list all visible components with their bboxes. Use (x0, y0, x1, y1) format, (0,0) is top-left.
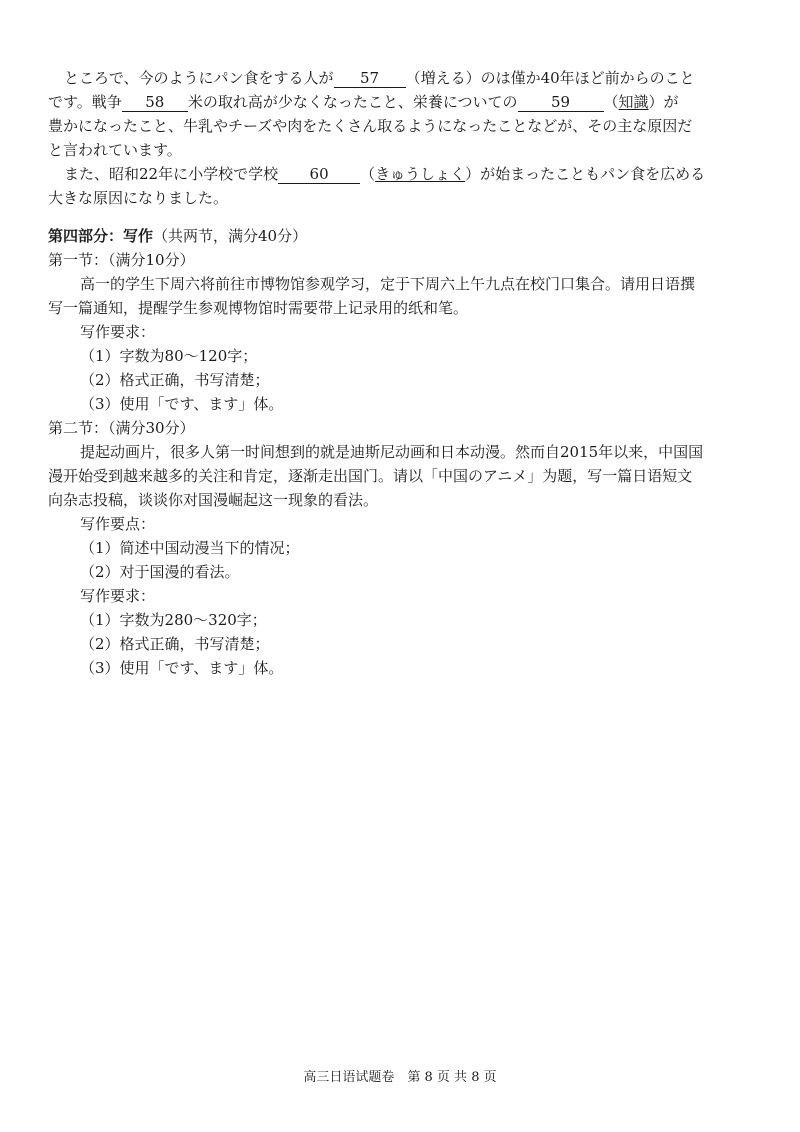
blank-60: 60 (278, 165, 360, 184)
passage-line-3: 豊かになったこと、牛乳やチーズや肉をたくさん取るようになったことなどが、その主な原因だ (48, 117, 693, 135)
underlined-word: 知識 (618, 93, 649, 111)
blank-57: 57 (334, 69, 406, 88)
section1-req-title: 写作要求： (80, 323, 156, 341)
section2-req-2: （2）格式正确，书写清楚； (80, 635, 270, 653)
passage-line-6: 大きな原因になりました。 (48, 189, 229, 207)
passage-text: （増える）のは僅か40年ほど前からのこと (405, 69, 695, 87)
page-footer: 高三日语试题卷 第 8 页 共 8 页 (303, 1070, 497, 1085)
paren-close: ）が (648, 93, 679, 111)
section2-body-line-2: 漫开始受到越来越多的关注和肯定，逐渐走出国门。请以「中国のアニメ」为题，写一篇日语短文 (48, 467, 693, 485)
section1-req-3: （3）使用「です、ます」体。 (80, 395, 284, 413)
section-gap (48, 210, 760, 224)
paren-close: ）が始まったこともパン食を広める (465, 165, 706, 183)
passage-text: ところで、今のようにパン食をする人が (64, 69, 334, 87)
exam-page (48, 66, 760, 680)
section2-points-title: 写作要点： (80, 515, 156, 533)
blank-59: 59 (518, 93, 604, 112)
section2-req-title: 写作要求： (80, 587, 156, 605)
part4-heading (48, 224, 760, 248)
blank-58: 58 (122, 93, 188, 112)
part4-title: 第四部分：写作 (48, 227, 154, 245)
section1-req-2: （2）格式正确，书写清楚； (80, 371, 270, 389)
section2-body-line-3: 向杂志投稿，谈谈你对国漫崛起这一现象的看法。 (48, 491, 379, 509)
passage-line-2 (48, 90, 760, 114)
section1-title: 第一节：（满分10分） (48, 251, 195, 269)
section2-point-1: （1）简述中国动漫当下的情况； (80, 539, 300, 557)
part4-note: （共两节，满分40分） (153, 227, 308, 245)
section1-req-1: （1）字数为80～120字； (80, 347, 258, 365)
underlined-word: きゅうしょく (375, 165, 466, 183)
section2-body-line-1: 提起动画片，很多人第一时间想到的就是迪斯尼动画和日本动漫。然而自2015年以来，中国国 (80, 443, 704, 461)
passage-line-1 (48, 66, 760, 90)
passage-text: です。戦争 (48, 93, 122, 111)
section1-body-line-2: 写一篇通知，提醒学生参观博物馆时需要带上记录用的纸和笔。 (48, 299, 469, 317)
passage-line-5 (48, 162, 760, 186)
section2-title: 第二节：（满分30分） (48, 419, 195, 437)
paren-open: （ (603, 93, 619, 111)
paren-open: （ (360, 165, 376, 183)
section2-point-2: （2）对于国漫的看法。 (80, 563, 240, 581)
passage-line-4: と言われています。 (48, 141, 182, 159)
section2-req-1: （1）字数为280～320字； (80, 611, 267, 629)
section2-req-3: （3）使用「です、ます」体。 (80, 659, 284, 677)
passage-text: 米の取れ高が少なくなったこと、栄養についての (187, 93, 518, 111)
passage-text: また、昭和22年に小学校で学校 (64, 165, 279, 183)
section1-body-line-1: 高一的学生下周六将前往市博物馆参观学习，定于下周六上午九点在校门口集合。请用日语撰 (80, 275, 696, 293)
